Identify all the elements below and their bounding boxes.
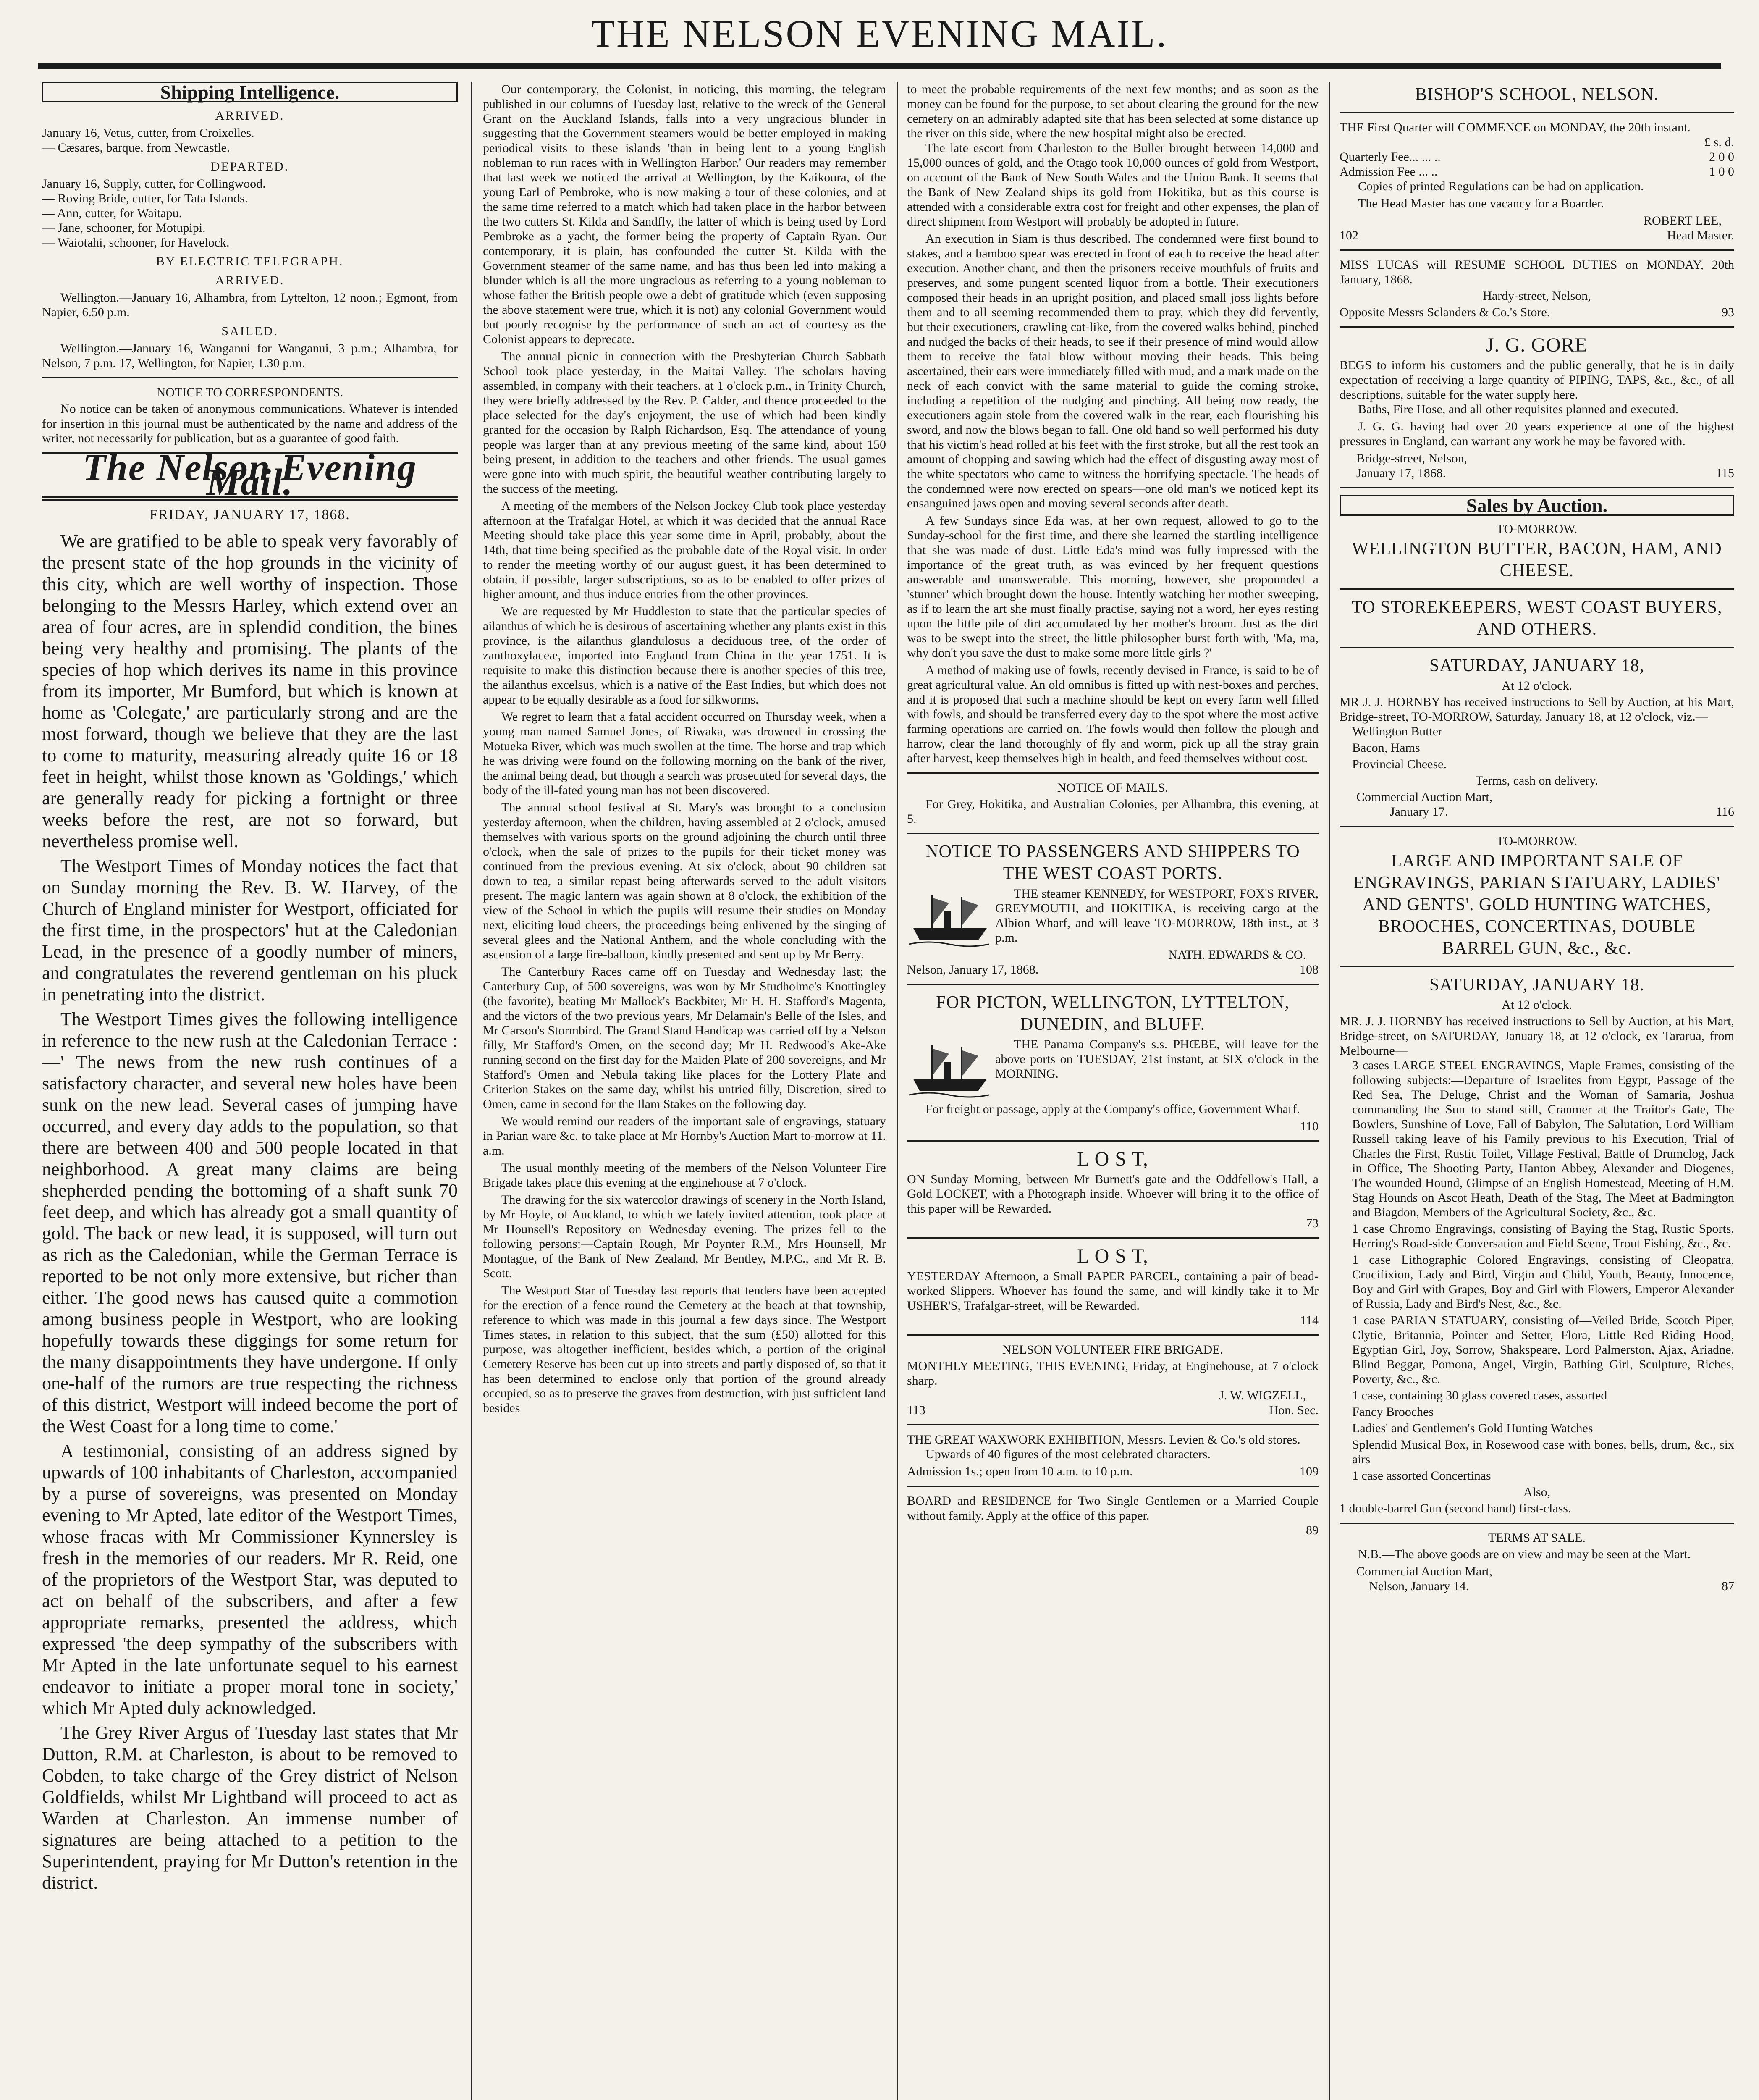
ad-address: Opposite Messrs Sclanders & Co.'s Store.: [1340, 305, 1550, 319]
ad-bishops-school: [1340, 84, 1734, 243]
sale-terms: Terms, cash on delivery.: [1476, 774, 1598, 788]
ad-body: YESTERDAY Afternoon, a Small PAPER PARCEL, containing a pair of bead-worked Slippers. Whoever has found the same, and will kindly take it to Mr USHER'S, Trafalgar-street, will be Rewarded.: [907, 1269, 1319, 1312]
t-arrived-label: ARRIVED.: [215, 273, 285, 287]
auction-header: Sales by Auction.: [1340, 495, 1734, 516]
arrived-label: ARRIVED.: [215, 109, 285, 123]
news-paragraph: A meeting of the members of the Nelson Jockey Club took place yesterday afternoon at the Trafalgar Hotel, at which it was decided that the annual Race Meeting should take place this year some time in April, probably, about the 14th, that time being specified as the probable date of the Royal visit. In order to render the meeting worthy of our august guest, it has been determined to obtain, if possible, larger subscriptions, so as to be enabled to offer prizes of higher amount, and thus induce entries from the other provinces.: [483, 499, 886, 601]
divider: [907, 833, 1319, 834]
ad-title: NOTICE TO PASSENGERS AND SHIPPERS TO THE WEST COAST PORTS.: [925, 842, 1300, 883]
ad-footer: [1340, 1579, 1734, 1593]
ad-footer: [1340, 466, 1734, 480]
divider: [1340, 249, 1734, 251]
ad-sale-butter: [1340, 522, 1734, 819]
sale-gun: 1 double-barrel Gun (second hand) first-class.: [1340, 1502, 1571, 1515]
shipping-entry: — Waiotahi, schooner, for Havelock.: [42, 236, 230, 249]
news-paragraph: The annual picnic in connection with the Presbyterian Church Sabbath School took place yesterday, in the Maitai Valley. The scholars having assembled, in company with their teachers, at 1 o'clock p.m., in Trinity Church, they were briefly addressed by the Rev. P. Calder, and thence proceeded to the place selected for the day's enjoyment, the use of which had been kindly granted for the occasion by Ralph Richardson, Esq. The attendance of young people was larger than at any previous meeting of the same kind, about 150 being present, in addition to the teachers and other friends. The usual games were gone into with much spirit, the beautiful weather contributing largely to the success of the meeting.: [483, 349, 886, 496]
ad-signer: J. W. WIGZELL,: [1219, 1389, 1306, 1402]
notice-text: No notice can be taken of anonymous communications. Whatever is intended for insertion in this journal must be authenticated by the name and address of the writer, not necessarily for publication, but as a guarantee of good faith.: [42, 402, 458, 445]
ad-footer-text: Nelson, January 17, 1868.: [907, 963, 1039, 976]
divider: [1340, 966, 1734, 967]
ad-body: THE steamer KENNEDY, for WESTPORT, FOX'S RIVER, GREYMOUTH, and HOKITIKA, is receiving cargo at the Albion Wharf, and will leave TO-MORROW, 18th inst., at 3 p.m.: [995, 887, 1319, 945]
ad-body: MR. J. J. HORNBY has received instructions to Sell by Auction, at his Mart, Bridge-street, on SATURDAY, January 18, at 12 o'clock, ex Tararua, from Melbourne—: [1340, 1014, 1734, 1058]
ad-footer: [907, 1403, 1319, 1418]
ad-title: NELSON VOLUNTEER FIRE BRIGADE.: [1002, 1343, 1224, 1357]
sale-when: TO-MORROW.: [1496, 522, 1578, 536]
mails-header: NOTICE OF MAILS.: [1057, 781, 1169, 795]
ad-number: 89: [1306, 1523, 1319, 1537]
fee-label: Admission Fee ... ..: [1340, 165, 1438, 178]
ad-footer: [907, 1464, 1319, 1479]
divider: [1340, 487, 1734, 488]
ad-body: For freight or passage, apply at the Company's office, Government Wharf.: [925, 1102, 1300, 1116]
ad-body: J. G. G. having had over 20 years experience at one of the highest pressures in England, can warrant any work he may be favored with.: [1340, 420, 1734, 448]
ad-body: ON Sunday Morning, between Mr Burnett's gate and the Oddfellow's Hall, a Gold LOCKET, with a Photograph inside. Whoever will bring it to the office of this paper will be Rewarded.: [907, 1172, 1319, 1215]
ad-body: MR J. J. HORNBY has received instructions to Sell by Auction, at his Mart, Bridge-street, TO-MORROW, Saturday, January 18, at 12 o'clock, viz.—: [1340, 695, 1734, 724]
editorial-paragraph: The Westport Times of Monday notices the fact that on Sunday morning the Rev. B. W. Harvey, of the Church of England minister for Westport, officiated for the first time, in the prospectors' hut at the Caledonian Lead, in the presence of a goodly number of miners, and congratulates the reverend gentleman on his pluck in penetrating into the district.: [42, 856, 458, 1005]
news-paragraph: Our contemporary, the Colonist, in noticing, this morning, the telegram published in our columns of Tuesday last, relative to the wreck of the General Grant on the Auckland Islands, falls into a very ungracious blunder in suggesting that the Government steamers would be better employed in making periodical visits to these islands 'than in being lent to a young English nobleman to run races with in Wellington Harbor.' Our readers may remember that last week we noticed the arrival at Wellington, by the Kaikoura, of the young Earl of Pembroke, who is now making a tour of these colonies, and at the same time referred to a match which had taken place in the harbor between the two cutters St. Kilda and Sandfly, the latter of which is being used by Lord Pembroke as a yacht, the former being the property of Captain Ryan. Our contemporary, it is plain, has confounded the cutter St. Kilda with the Government steamer of the same name, and has thus been led into making a blunder which is all the more ungracious as referring to a young nobleman to whose father the British people owe a debt of gratitude which (even supposing the above statement were true, which it is not) any colonial Government would but poorly recognise by the performance of such an act of courtesy as the Colonist appears to deprecate.: [483, 82, 886, 346]
steamer-icon: [907, 1037, 991, 1100]
divider: [1340, 588, 1734, 590]
ad-waxwork: [907, 1432, 1319, 1479]
ad-role: Head Master.: [1667, 228, 1734, 242]
ad-body: BOARD and RESIDENCE for Two Single Gentlemen or a Married Couple without family. Apply at the office of this paper.: [907, 1494, 1319, 1522]
news-paragraph: A few Sundays since Eda was, at her own request, allowed to go to the Sunday-school for the first time, and there she learned the startling intelligence that she was made of dust. Little Eda's mind was fully impressed with the importance of the great truth, as was evinced by her frequent questions answerable and unanswerable. This morning, however, she propounded a 'stunner' which brought down the house. Intently watching her mother sweeping, as if to learn the art she must finally practise, saying not a word, her eyes resting upon the little pile of dirt accumulated by her mother's broom. Just as the dirt was to be swept into the street, the little philosopher burst forth with, 'Ma, ma, why don't you save the dust to make some more little girls ?': [907, 514, 1319, 660]
sale-items: [1340, 724, 1734, 772]
shipping-entry: — Roving Bride, cutter, for Tata Islands.: [42, 192, 248, 205]
column-3: [907, 82, 1319, 2100]
paper-title: The Nelson Evening Mail.: [82, 447, 417, 503]
divider: [907, 1334, 1319, 1336]
divider: [1340, 112, 1734, 113]
ad-lost-parcel: [907, 1245, 1319, 1328]
shipping-entry: — Cæsares, barque, from Newcastle.: [42, 141, 230, 155]
ad-number: 87: [1722, 1579, 1734, 1593]
news-paragraph: We regret to learn that a fatal accident occurred on Thursday week, when a young man named Samuel Jones, of Riwaka, was drowned in crossing the Motueka River, which was much swollen at the time. The horse and trap which he was driving were found on the following morning on the bank of the river, the animal being dead, but though a search was prosecuted for several days, the body of the ill-fated young man has not been discovered.: [483, 710, 886, 797]
ad-date: Nelson, January 14.: [1369, 1579, 1469, 1593]
divider: [1340, 647, 1734, 648]
ad-date: January 17, 1868.: [1356, 466, 1446, 480]
fee-row: [1340, 164, 1734, 179]
news-paragraph: to meet the probable requirements of the next few months; and as soon as the money can be found for the purpose, to set about clearing the ground for the new cemetery on an admirably adapted site that has been selected at some distance up the river on this side, where the new hospital might also be erected.: [907, 82, 1319, 140]
masthead: THE NELSON EVENING MAIL.: [591, 12, 1168, 55]
sale-nb: N.B.—The above goods are on view and may be seen at the Mart.: [1358, 1547, 1691, 1561]
ad-body: Upwards of 40 figures of the most celebrated characters.: [925, 1447, 1211, 1461]
shipping-header: Shipping Intelligence.: [42, 82, 458, 102]
ad-admission: Admission 1s.; open from 10 a.m. to 10 p.m.: [907, 1465, 1133, 1478]
divider: [1340, 1522, 1734, 1524]
sale-terms: TERMS AT SALE.: [1488, 1531, 1586, 1545]
ad-passengers: [907, 841, 1319, 977]
sale-item: 1 case PARIAN STATUARY, consisting of—Veiled Bride, Scotch Piper, Clytie, Britannia, Pointer and Setter, Flora, Little Red Riding Hood, Egyptian Girl, Joy, Sorrow, Shakspeare, Lord Palmerston, Ajax, Ariadne, Blind Beggar, Pomona, Angel, Virgin, Bathing Girl, Sculpture, Riches, Poverty, &c., &c.: [1352, 1313, 1734, 1386]
fee-header: £ s. d.: [1704, 135, 1734, 149]
column-divider: [471, 82, 472, 2100]
news-paragraph: The usual monthly meeting of the members of the Nelson Volunteer Fire Brigade takes place this evening at the enginehouse at 7 o'clock.: [483, 1161, 886, 1189]
ad-title: L O S T,: [1077, 1245, 1148, 1267]
news-paragraph: The Westport Star of Tuesday last reports that tenders have been accepted for the erection of a fence round the Cemetery at the beach at that township, reference to which was made in this journal a few days since. The Westport Times states, in relation to this subject, that the sum (£50) allotted for this purpose, was altogether inefficient, besides which, a portion of the original Cemetery Reserve has been cut up into streets and partly disposed of, so that it has been determined to enclose only that portion of the ground already occupied, so as to preserve the graves from destruction, with just sufficient land besides: [483, 1284, 886, 1415]
ad-title: WELLINGTON BUTTER, BACON, HAM, AND CHEESE.: [1352, 539, 1722, 580]
ad-number: 73: [1306, 1216, 1319, 1230]
ad-role: Hon. Sec.: [1269, 1403, 1319, 1417]
ad-date: January 17.: [1390, 805, 1448, 819]
ad-number: 102: [1340, 228, 1358, 242]
sale-item: 1 case assorted Concertinas: [1352, 1469, 1491, 1483]
ad-title: L O S T,: [1077, 1148, 1148, 1170]
ad-mart: Commercial Auction Mart,: [1356, 1564, 1493, 1578]
sale-item: 1 case Chromo Engravings, consisting of Baying the Stag, Rustic Sports, Herring's Road-side Conversation and Field Scene, Trout Fishing, &c., &c.: [1352, 1222, 1734, 1250]
column-divider: [1329, 82, 1330, 2100]
sale-items: [1340, 1058, 1734, 1483]
editorial-paragraph: A testimonial, consisting of an address signed by upwards of 100 inhabitants of Charleston, accompanied by a purse of sovereigns, was presented on Monday evening to Mr Apted, late editor of the Westport Times, whose fracas with Mr Commissioner Kynnersley is fresh in the memories of our readers. Mr R. Reid, one of the proprietors of the Westport Star, was deputed to act on behalf of the subscribers, and after a few appropriate remarks, presented the address, which expressed 'the deep sympathy of the subscribers with Mr Apted in the late unfortunate sequel to his earnest endeavor to initiate a proper moral tone in society,' which Mr Apted duly acknowledged.: [42, 1441, 458, 1718]
fee-value: 1 0 0: [1709, 165, 1734, 178]
ad-miss-lucas: [1340, 257, 1734, 320]
ad-footer: [907, 962, 1319, 977]
divider: [907, 772, 1319, 774]
ad-sale-engravings: [1340, 834, 1734, 1593]
fee-label: Quarterly Fee... ... ..: [1340, 150, 1441, 164]
sale-item: 1 case, containing 30 glass covered cases, assorted: [1352, 1389, 1607, 1402]
ad-body: THE Panama Company's s.s. PHŒBE, will leave for the above ports on TUESDAY, 21st instant, at SIX o'clock in the MORNING.: [995, 1037, 1319, 1081]
ad-number: 114: [1300, 1313, 1319, 1327]
divider: [42, 377, 458, 378]
ad-signer: ROBERT LEE,: [1644, 214, 1722, 228]
ad-number: 109: [1300, 1465, 1319, 1478]
ad-title: J. G. GORE: [1486, 334, 1588, 356]
sale-item: 1 case Lithographic Colored Engravings, consisting of Cleopatra, Crucifixion, Lady and Bird, Virgin and Child, Youth, Beauty, Innocence, Boy and Girl with Grapes, Boy and Girl with Flowers, Emperor Alexander of Russia, Lady and Bird's Nest, &c., &c.: [1352, 1253, 1734, 1311]
departed-label: DEPARTED.: [210, 160, 289, 173]
ad-footer: [1340, 228, 1734, 243]
shipping-entry: — Jane, schooner, for Motupipi.: [42, 221, 206, 235]
ad-footer: [1340, 305, 1734, 320]
ad-fire-brigade: [907, 1342, 1319, 1418]
column-2: [483, 82, 886, 2100]
ad-body: Copies of printed Regulations can be had on application.: [1358, 179, 1644, 193]
divider: [907, 1486, 1319, 1487]
shipping-entry: January 16, Supply, cutter, for Collingwood.: [42, 177, 266, 191]
ad-gore: [1340, 334, 1734, 480]
sale-time: At 12 o'clock.: [1502, 679, 1572, 693]
news-paragraph: The Canterbury Races came off on Tuesday and Wednesday last; the Canterbury Cup, of 500 sovereigns, was won by Mr Studholme's Knottingley (the favorite), beating Mr Mallock's Backbiter, Mr H. H. Stafford's Magenta, and the victors of the two previous years, Mr Delamain's Belle of the Isles, and Mr Carson's Stormbird. The Grand Stand Handicap was carried off by a Nelson filly, Mr Stafford's Omen, on the second day; Mr H. Redwood's Ake-Ake running second on the first day for the Maiden Plate of 200 sovereigns, and Mr Stafford's Omen and Nebula taking like places for the Lottery Plate and Criterion Stakes on the same day, whilst his untried filly, Discretion, sired to Omen, came in second for the Ilam Stakes on the following day.: [483, 965, 886, 1111]
sale-date: SATURDAY, JANUARY 18,: [1429, 656, 1644, 675]
editorial-paragraph: The Westport Times gives the following intelligence in reference to the new rush at the Caledonian Terrace :—' The news from the new rush continues of a satisfactory character, and several new holes have been sunk on the new lead. Several cases of jumping have occurred, and every day adds to the population, so that there are between 400 and 500 people located in that neighborhood. A great many claims are being shepherded pending the bottoming of a shaft sunk 70 feet deep, and which has already got a small quantity of gold. The back or new lead, it is supposed, will turn out as rich as the Caledonian, while the German Terrace is reported to be not only more extensive, but richer than either. The good news has caused quite a commotion among business people in Westport, who are looking hopefully towards these diggings for some return for the many disappointments they have undergone. If only one-half of the rumors are true respecting the richness of this district, Westport will indeed become the port of the West Coast for a long time to come.': [42, 1009, 458, 1436]
t-sailed-label: SAILED.: [221, 324, 278, 338]
issue-date: FRIDAY, JANUARY 17, 1868.: [149, 507, 350, 522]
divider: [907, 1424, 1319, 1425]
masthead-rule: [38, 63, 1721, 69]
ad-title: BISHOP'S SCHOOL, NELSON.: [1415, 85, 1659, 104]
editorial: [42, 530, 458, 1893]
ad-signer: NATH. EDWARDS & CO.: [1168, 948, 1306, 962]
steamer-icon: [907, 886, 991, 949]
divider: [907, 1237, 1319, 1239]
ad-body: THE GREAT WAXWORK EXHIBITION, Messrs. Levien & Co.'s old stores.: [907, 1433, 1300, 1446]
sale-time: At 12 o'clock.: [1502, 998, 1572, 1012]
news-paragraph: We would remind our readers of the important sale of engravings, statuary in Parian ware &c. to take place at Mr Hornby's Auction Mart to-morrow at 11. a.m.: [483, 1114, 886, 1158]
column-4: [1340, 82, 1734, 2100]
fee-row: [1340, 150, 1734, 164]
sale-item: Ladies' and Gentlemen's Gold Hunting Watches: [1352, 1421, 1593, 1435]
ad-number: 108: [1300, 963, 1319, 976]
ad-title: LARGE AND IMPORTANT SALE OF ENGRAVINGS, PARIAN STATUARY, LADIES' AND GENTS'. GOLD HUNTING WATCHES, BROOCHES, CONCERTINAS, DOUBLE BARREL GUN, &c., &c.: [1353, 851, 1720, 958]
ad-mart: Commercial Auction Mart,: [1356, 790, 1493, 804]
sale-item: Provincial Cheese.: [1352, 757, 1447, 771]
sale-item: Fancy Brooches: [1352, 1405, 1434, 1419]
news-paragraph: The annual school festival at St. Mary's was brought to a conclusion yesterday afternoon, when the children, having assembled at 2 o'clock, amused themselves with various sports on the ground adjoining the church until three o'clock, when the sale of prizes to the pupils for their ticket money was continued from the previous evening. At six o'clock, about 90 children sat down to tea, a similar repast being afterwards served to the adult visitors present. The magic lantern was again shown at 8 o'clock, the exhibition of the view of the School in which the pupils will resume their studies on Monday next, eliciting loud cheers, the proceedings being enlivened by the singing of several glees and the National Anthem, and the whole concluding with the ascension of a large fire-balloon, kindly presented and sent up by Mr Berry.: [483, 801, 886, 961]
ad-address: Hardy-street, Nelson,: [1483, 289, 1591, 303]
sale-item: Bacon, Hams: [1352, 741, 1420, 755]
ad-title: FOR PICTON, WELLINGTON, LYTTELTON, DUNEDIN, and BLUFF.: [936, 993, 1290, 1034]
editorial-paragraph: We are gratified to be able to speak very favorably of the present state of the hop grounds in the vicinity of this city, which are well worthy of inspection. Those belonging to the Messrs Harley, which extend over an area of four acres, are in splendid condition, the bines being very healthy and promising. The plants of the species of hop which derives its name in this province from its importer, Mr Bumford, but which is known at home as 'Colegate,' are particularly strong and are the most forward, though we believe that they are the last to come to maturity, measuring already quite 16 or 18 feet in height, whilst those known as 'Goldings,' which are generally ready for picking a fortnight or three weeks before the rest, are not so forward, but nevertheless promise well.: [42, 531, 458, 851]
mails-text: For Grey, Hokitika, and Australian Colonies, per Alhambra, this evening, at 5.: [907, 797, 1319, 826]
news-paragraph: The drawing for the six watercolor drawings of scenery in the North Island, by Mr Hoyle, of Auckland, to which we lately invited attention, took place at Mr Hounsell's Repository on Wednesday evening. The prizes fell to the following persons:—Captain Rough, Mr Poynter R.M., Mrs Hounsell, Mr Montague, of the Bank of New Zealand, Mr Bentley, M.P.C., and Mr R. B. Scott.: [483, 1193, 886, 1280]
ad-board: [907, 1494, 1319, 1538]
ad-number: 115: [1716, 466, 1734, 480]
fee-value: 2 0 0: [1709, 150, 1734, 164]
sale-date: SATURDAY, JANUARY 18.: [1429, 975, 1644, 995]
telegraph-label: BY ELECTRIC TELEGRAPH.: [156, 255, 344, 268]
ad-number: 113: [907, 1403, 925, 1417]
ad-body: Baths, Fire Hose, and all other requisites planned and executed.: [1358, 402, 1679, 416]
notice-header: NOTICE TO CORRESPONDENTS.: [156, 386, 343, 399]
news-paragraph: The late escort from Charleston to the Buller brought between 14,000 and 15,000 ounces of gold, and the Otago took 10,000 ounces of gold from Westport, on account of the Bank of New South Wales and the Union Bank. It seems that the Bank of New Zealand ships its gold from Hokitika, but as this course is attended with a considerable extra cost for freight and other expenses, the plan of direct shipment from Westport will probably be adopted in future.: [907, 141, 1319, 228]
ad-number: 93: [1722, 305, 1734, 319]
sale-item: Wellington Butter: [1352, 724, 1443, 738]
news-paragraph: We are requested by Mr Huddleston to state that the particular species of ailanthus of which he is desirous of ascertaining whether any plants exist in this province, is the ailanthus glandulosus a deciduous tree, of the order of zanthoxylaceæ, imported into England from China in the year 1751. It is requisite to make this distinction because there is another species of this tree, the ailanthus excelsus, which is a native of the East Indies, but which does not appear to be equally desirable as a food for silkworms.: [483, 604, 886, 706]
sale-when: TO-MORROW.: [1496, 834, 1578, 848]
sale-also: Also,: [1523, 1485, 1551, 1499]
sale-item: 3 cases LARGE STEEL ENGRAVINGS, Maple Frames, consisting of the following subjects:—Departure of Israelites from Egypt, Passage of the Red Sea, The Deluge, Christ and the Woman of Samaria, Joshua commanding the Sun to stand still, Cranmer at the Traitor's Gate, The Bowlers, Sunshine of Love, Fall of Babylon, The Salutation, Lord William Russell taking leave of his Family previous to his Execution, Trial of Charles the First, Rustic Toilet, Village Festival, Battle of Drumclog, Jack in Office, The Shooting Party, Hanton Abbey, Alexander and Diogenes, The wounded Hound, Glimpse of an English Homestead, Meeting of H.M. Stag Hounds on Ascot Heath, Death of the Stag, The Meet at Badmington and Biagdon, Members of the Agricultural Society, &c., &c.: [1352, 1058, 1734, 1219]
telegraph-arrived: Wellington.—January 16, Alhambra, from Lyttelton, 12 noon.; Egmont, from Napier, 6.50 p.m.: [42, 291, 458, 319]
ad-body: MONTHLY MEETING, THIS EVENING, Friday, at Enginehouse, at 7 o'clock sharp.: [907, 1359, 1319, 1388]
ad-address: Bridge-street, Nelson,: [1356, 452, 1468, 465]
news-paragraph: An execution in Siam is thus described. The condemned were first bound to stakes, and a bamboo spear was erected in front of each to receive the head after execution. Another chant, and then the prisoners receive mouthfuls of fruits and preserves, and some pungent scented liquor from a bottle. Their executioners composed their heads in an upright position, and placed small joss lights before them and to all seeming recommended them to pray, which they did fervently, but their executioners, crawling cat-like, from the covered walks behind, pinched and nudged the backs of their heads, to see if their presence of mind would allow them to receive the fatal blow without moving their heads. This being ascertained, their ears were immediately filled with mud, and a mark made on the neck of each convict with the same material to guide the coming stroke, including a repetition of the nudging and pinching. All being now ready, the executioners again stole from the covered walk in the rear, each flourishing his sword, and now the blows began to fall. One old hand so well performed his duty that his victim's head rolled at his feet with the first stroke, but all the rest took an amount of chopping and sawing which had the effect of disgusting away most of the white spectators who came to witness the horrifying spectacle. The heads of the condemned were now erected on spears—one old man's we noticed kept its ensanguined jaws open and moving several seconds after death.: [907, 232, 1319, 510]
divider: [907, 1140, 1319, 1142]
telegraph-sailed: Wellington.—January 16, Wanganui for Wanganui, 3 p.m.; Alhambra, for Nelson, 7 p.m. 17, Wellington, for Napier, 1.30 p.m.: [42, 341, 458, 370]
column-1: [42, 82, 458, 2100]
ad-number: 116: [1716, 805, 1734, 819]
ad-body: MISS LUCAS will RESUME SCHOOL DUTIES on MONDAY, 20th January, 1868.: [1340, 258, 1734, 286]
ad-body: The Head Master has one vacancy for a Boarder.: [1358, 197, 1604, 210]
ad-body: THE First Quarter will COMMENCE on MONDAY, the 20th instant.: [1340, 121, 1691, 134]
ad-title: TO STOREKEEPERS, WEST COAST BUYERS, AND OTHERS.: [1351, 598, 1722, 639]
ad-body: BEGS to inform his customers and the public generally, that he is in daily expectation of receiving a large quantity of PIPING, TAPS, &c., &c., of all descriptions, suitable for the water supply here.: [1340, 358, 1734, 402]
ad-number: 110: [1300, 1119, 1319, 1133]
shipping-entry: January 16, Vetus, cutter, from Croixelles.: [42, 126, 254, 140]
editorial-paragraph: The Grey River Argus of Tuesday last states that Mr Dutton, R.M. at Charleston, is about to be removed to Cobden, to take charge of the Grey district of Nelson Goldfields, whilst Mr Lightband will proceed to act as Warden at Charleston. An immense number of signatures are being attached to a petition to the Superintendent, praying for Mr Dutton's retention in the district.: [42, 1722, 458, 1893]
news-paragraph: A method of making use of fowls, recently devised in France, is said to be of great agricultural value. An old omnibus is fitted up with nest-boxes and perches, and it is proposed that such a machine should be kept on every farm well filled with fowls, and should be transferred every day to the spot where the most active farming operations are carried on. The fowls would then follow the plough and harrow, clear the land thoroughly of fly and worm, pick up all the stray grain after harvest, keep themselves high in health, and feed themselves without cost.: [907, 663, 1319, 765]
ad-lost-locket: [907, 1148, 1319, 1231]
ad-footer: [1340, 804, 1734, 819]
divider: [907, 984, 1319, 985]
divider: [1340, 326, 1734, 328]
shipping-entry: — Ann, cutter, for Waitapu.: [42, 206, 182, 220]
column-divider: [897, 82, 898, 2100]
divider: [1340, 826, 1734, 827]
ad-picton: [907, 992, 1319, 1134]
sale-item: Splendid Musical Box, in Rosewood case with bones, bells, drum, &c., six airs: [1352, 1438, 1734, 1466]
